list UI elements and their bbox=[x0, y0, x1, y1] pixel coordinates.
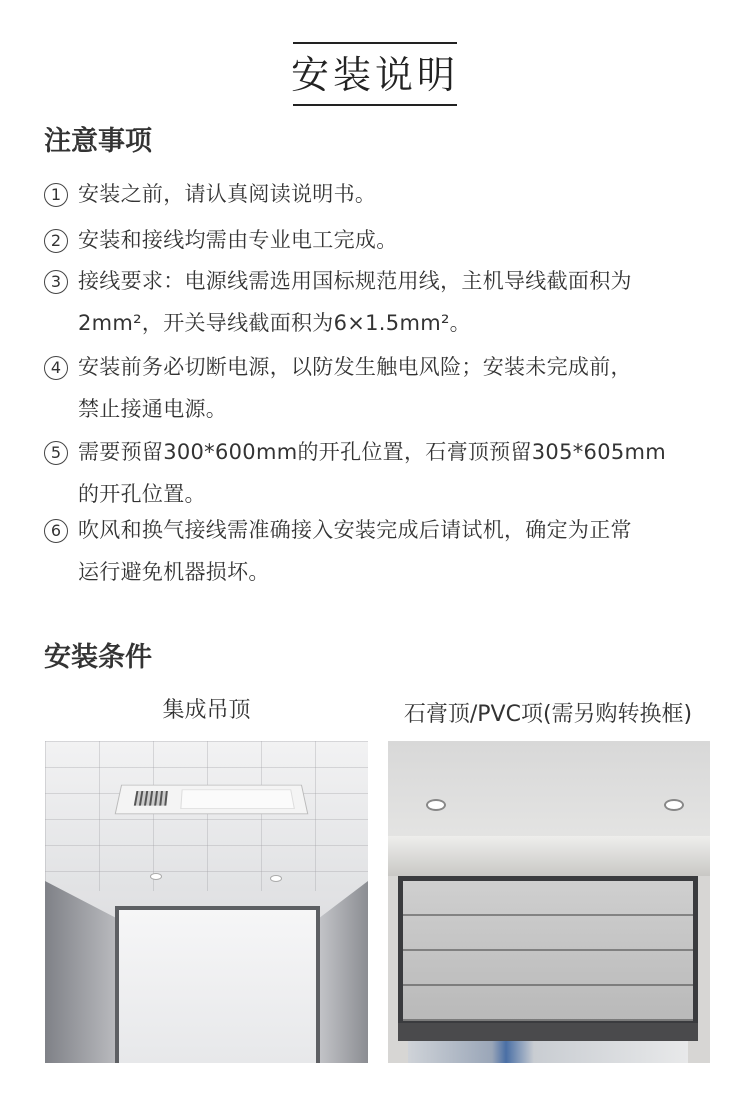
circled-number: 5 bbox=[44, 441, 68, 465]
note-item-1 bbox=[44, 178, 734, 215]
note-line: 安装前务必切断电源，以防发生触电风险；安装未完成前， bbox=[78, 355, 632, 379]
note-line: 禁止接通电源。 bbox=[78, 397, 228, 421]
notes-heading: 注意事项 bbox=[44, 126, 152, 157]
gypsum-ceiling-photo bbox=[388, 741, 710, 1063]
circled-number: 2 bbox=[44, 229, 68, 253]
note-line: 2mm²，开关导线截面积为6×1.5mm²。 bbox=[78, 311, 471, 335]
right-caption: 石膏顶/PVC项(需另购转换框) bbox=[403, 702, 693, 727]
page-title: 安装说明 bbox=[290, 53, 459, 97]
left-caption: 集成吊顶 bbox=[162, 698, 251, 723]
note-line: 安装和接线均需由专业电工完成。 bbox=[78, 228, 398, 252]
circled-number: 6 bbox=[44, 519, 68, 543]
roman-blind-image bbox=[398, 876, 698, 1026]
note-line: 接线要求：电源线需选用国标规范用线，主机导线截面积为 bbox=[78, 269, 632, 293]
note-item-6 bbox=[44, 514, 734, 593]
note-line: 吹风和换气接线需准确接入安装完成后请试机，确定为正常 bbox=[78, 518, 632, 542]
title-bottom-rule bbox=[293, 104, 457, 106]
integrated-ceiling-photo bbox=[45, 741, 368, 1063]
title-top-rule bbox=[293, 42, 457, 44]
page-title-block bbox=[0, 42, 750, 108]
note-line: 安装之前，请认真阅读说明书。 bbox=[78, 182, 377, 206]
circled-number: 4 bbox=[44, 356, 68, 380]
circled-number: 1 bbox=[44, 183, 68, 207]
conditions-heading: 安装条件 bbox=[44, 642, 152, 673]
bath-heater-image bbox=[115, 785, 309, 815]
note-item-5 bbox=[44, 436, 734, 515]
note-item-4 bbox=[44, 351, 734, 430]
note-line: 运行避免机器损坏。 bbox=[78, 560, 270, 584]
note-item-3 bbox=[44, 265, 734, 344]
note-line: 的开孔位置。 bbox=[78, 482, 206, 506]
note-item-2 bbox=[44, 224, 734, 261]
circled-number: 3 bbox=[44, 270, 68, 294]
note-line: 需要预留300*600mm的开孔位置，石膏顶预留305*605mm bbox=[78, 440, 667, 464]
